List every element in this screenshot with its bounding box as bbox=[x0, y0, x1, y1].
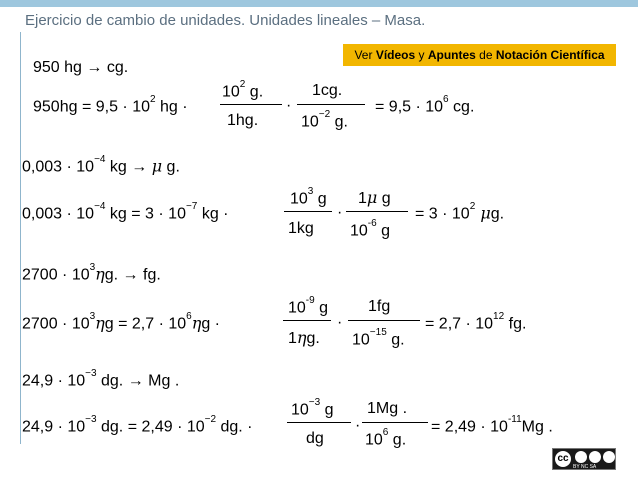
ex4-lhs: $24,9 \cdot 10^{-3}$ dg. = $2,49 \cdot 10^{-2}$ dg. · bbox=[22, 414, 253, 436]
banner-videos: Vídeos bbox=[375, 48, 416, 62]
ex2-f2-num: 1μ g bbox=[358, 188, 391, 207]
ex1-lhs: $950hg = 9,5 \cdot 10^2$ hg · bbox=[33, 94, 188, 116]
top-bar bbox=[0, 0, 638, 7]
ex2-f1-num: $10^3$ g bbox=[290, 186, 327, 208]
ex4-f2-num: 1Mg . bbox=[367, 400, 408, 417]
ex4-f2-fraction-bar bbox=[362, 422, 428, 423]
ex2-problem: $0,003 \cdot 10^{-4}$ kg → μ g. bbox=[22, 154, 180, 176]
cc-license-badge[interactable] bbox=[552, 448, 616, 470]
ex3-f2-num: 1fg bbox=[368, 298, 391, 315]
left-rule bbox=[20, 32, 21, 444]
sa-icon bbox=[603, 451, 615, 463]
ex4-f1-den: dg bbox=[306, 430, 324, 447]
ex2-lhs: $0,003 \cdot 10^{-4}$ kg = $3 \cdot 10^{-7}$ kg · bbox=[22, 201, 229, 223]
ex3-result: = $2,7 \cdot 10^{12}$ fg. bbox=[425, 311, 527, 333]
ex4-f2-den: $10^6$ g. bbox=[365, 427, 407, 449]
banner-text-2: y bbox=[415, 48, 428, 62]
ex4-dot: · bbox=[355, 417, 361, 434]
cc-icon: cc bbox=[555, 451, 571, 467]
ex3-f1-den: 1ηg. bbox=[288, 328, 320, 347]
ex2-f1-fraction-bar bbox=[284, 211, 332, 212]
ex3-problem: $2700 \cdot 10^3\eta g$. → fg. bbox=[22, 262, 161, 284]
ex1-problem: 950 hg → cg. bbox=[33, 59, 129, 76]
ex4-problem: $24,9 \cdot 10^{-3}$ dg. → Mg . bbox=[22, 368, 180, 390]
ex1-f2-den: $10^{-2}$ g. bbox=[301, 109, 348, 131]
ex3-f1-fraction-bar bbox=[283, 320, 331, 321]
banner-notacion: Notación Científica bbox=[495, 48, 605, 62]
ex2-dot: · bbox=[337, 204, 343, 221]
ex3-dot: · bbox=[337, 314, 343, 331]
by-icon bbox=[575, 451, 587, 463]
ex4-result: = $2,49 \cdot 10^{-11}Mg$ . bbox=[431, 414, 553, 436]
ex3-f2-den: $10^{-15}$ g. bbox=[352, 327, 405, 349]
ex1-f2-fraction-bar bbox=[297, 104, 365, 105]
ex1-f1-fraction-bar bbox=[220, 104, 282, 105]
nc-icon bbox=[589, 451, 601, 463]
ex1-f1-num: $10^2$ g. bbox=[222, 79, 264, 101]
banner-text-3: de bbox=[475, 48, 496, 62]
ex2-f2-den: $10^{-6}$ g bbox=[350, 218, 391, 240]
ex2-f2-fraction-bar bbox=[346, 211, 408, 212]
ex4-f1-fraction-bar bbox=[287, 422, 351, 423]
ex1-dot: · bbox=[286, 97, 292, 114]
ex2-result: = $3 \cdot 10^2$ μg. bbox=[415, 201, 505, 223]
ex4-f1-num: $10^{-3}$ g bbox=[291, 397, 334, 419]
ex3-f1-num: $10^{-9}$ g bbox=[288, 295, 329, 317]
ex1-f1-den: 1hg. bbox=[227, 112, 259, 129]
ex3-f2-fraction-bar bbox=[348, 320, 420, 321]
ex3-lhs: $2700 \cdot 10^3\eta g = 2,7 \cdot 10^6\eta g$ · bbox=[22, 311, 220, 333]
ex2-f1-den: 1kg bbox=[288, 220, 314, 237]
notacion-cientifica-link[interactable] bbox=[343, 44, 616, 66]
cc-license-label: BY NC SA bbox=[573, 464, 597, 470]
banner-text-1: Ver bbox=[354, 48, 376, 62]
ex1-result: = $9,5 \cdot 10^6$ cg. bbox=[375, 94, 475, 116]
banner-apuntes: Apuntes bbox=[427, 48, 476, 62]
page-title: Ejercicio de cambio de unidades. Unidades lineales – Masa. bbox=[25, 12, 426, 29]
ex1-f2-num: 1cg. bbox=[312, 82, 343, 99]
